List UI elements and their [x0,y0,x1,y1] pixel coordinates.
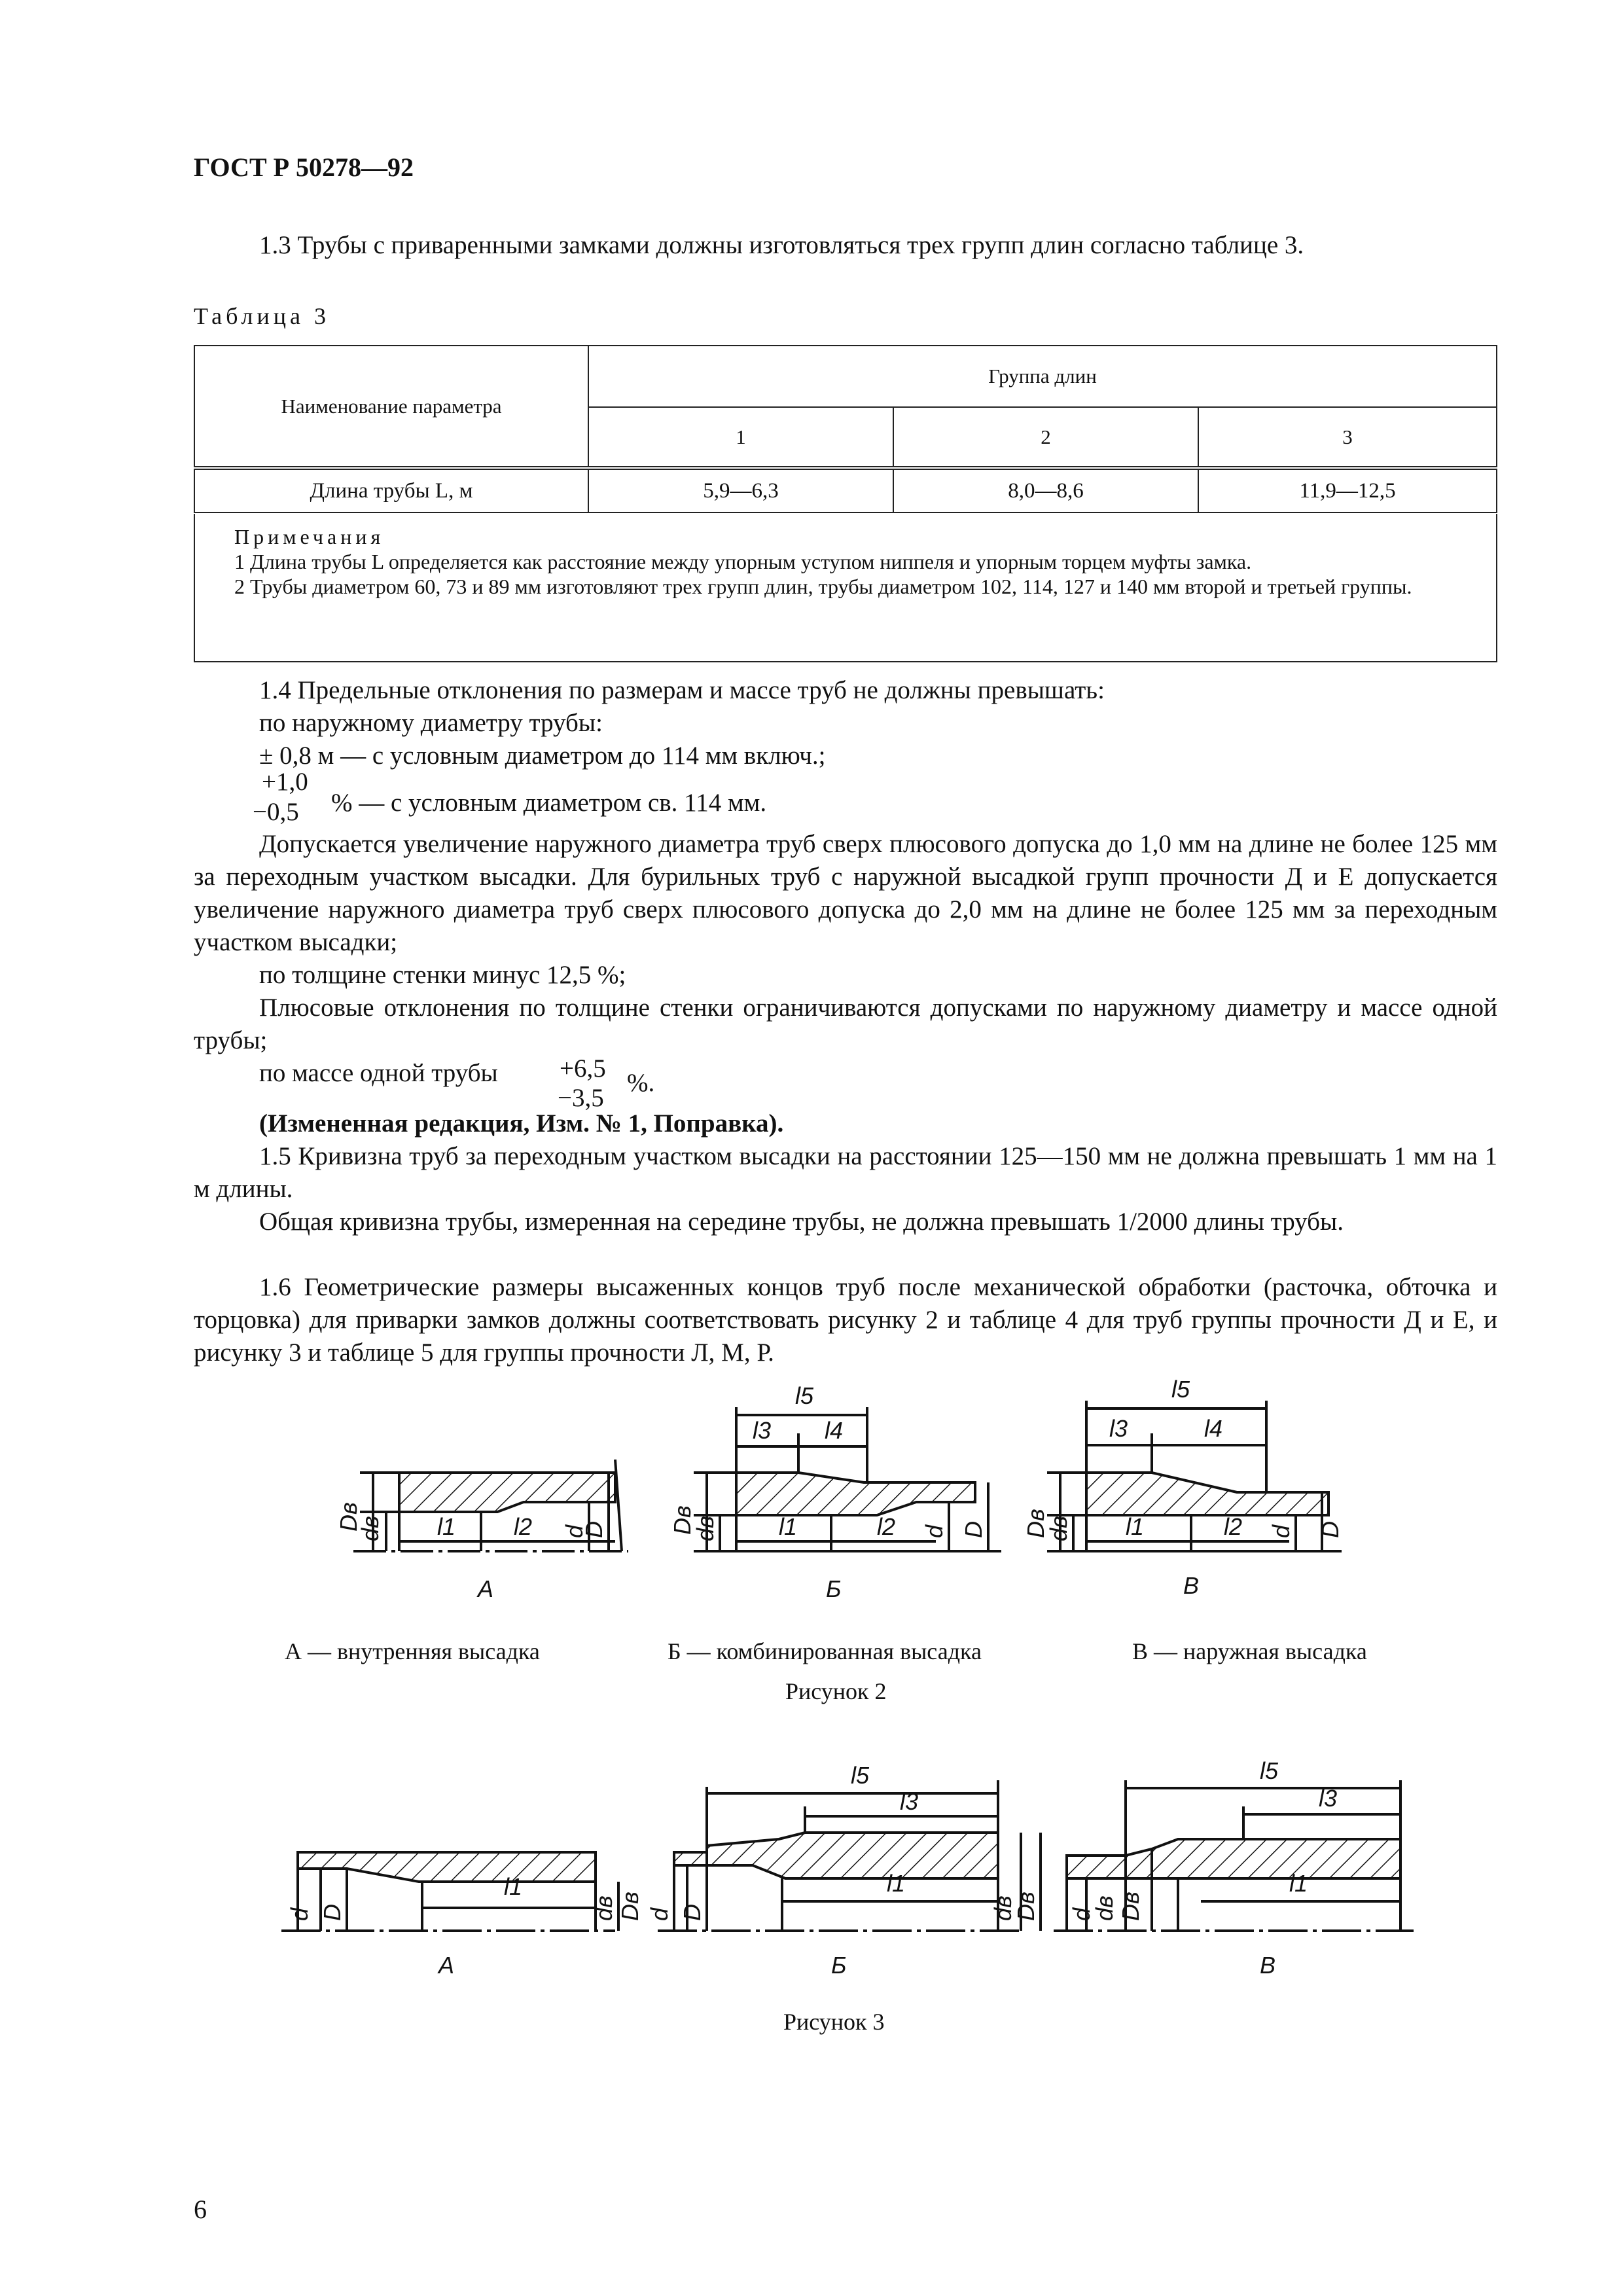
fig2-legend-b: Б — комбинированная высадка [668,1638,982,1664]
dim-l3: l3 [753,1417,772,1444]
p14-line5: по толщине стенки минус 12,5 %; [259,961,626,989]
p14-line4: % — с условным диаметром св. 114 мм. [331,789,767,817]
dim-Dv: Dв [335,1502,362,1532]
dim-dv: dв [1091,1895,1118,1921]
table-cell: 11,9—12,5 [1198,468,1497,512]
dim-l3: l3 [1109,1415,1128,1442]
dim-l2: l2 [1224,1513,1243,1540]
paragraph-1-5-b: Общая кривизна трубы, измеренная на середине трубы, не должна превышать 1/2000 длины трубы. [259,1208,1344,1236]
p14-line6: по массе одной трубы [259,1059,498,1087]
dim-dv: dв [590,1895,617,1921]
figure-3-caption: Рисунок 3 [783,2009,885,2035]
dim-l3: l3 [1319,1785,1338,1812]
table-3 [194,345,1497,513]
table-cell: 8,0—8,6 [893,468,1198,512]
dim-dv: dв [990,1895,1016,1921]
dim-Dv: Dв [616,1892,643,1921]
mass-percent: %. [627,1069,655,1097]
dim-Dv: Dв [1117,1892,1144,1921]
dim-l2: l2 [514,1513,533,1540]
table-caption: Таблица 3 [194,303,330,329]
dim-d: d [646,1907,673,1921]
dim-D: D [1317,1521,1344,1538]
dim-D: D [319,1904,346,1921]
p14-line1: 1.4 Предельные отклонения по размерам и массе труб не должны превышать: [259,676,1105,704]
paragraph-1-6: 1.6 Геометрические размеры высаженных концов труб после механической обработки (расточка, обточка и торцовка) для приварки замков должны соответствовать рисунку 2 и таблице 4 для труб группы прочности Д и Е, и рисунку 3 и таблице 5 для группы прочности Л, М, Р. [194,1273,1497,1367]
dim-d: d [286,1907,313,1921]
fig3-b-section [658,1780,1041,1931]
dim-l3: l3 [900,1788,919,1815]
paragraph-1-3: 1.3 Трубы с приваренными замками должны изготовляться трех групп длин согласно таблице 3. [259,231,1304,259]
fig3-letter-c: В [1260,1952,1276,1979]
table-group-1: 1 [588,407,893,468]
figure-2-drawing [0,1374,1623,1649]
tolerance-minus: −0,5 [253,798,299,826]
mass-minus: −3,5 [558,1084,604,1112]
fig3-letter-a: А [438,1952,455,1979]
dim-l1: l1 [437,1513,456,1540]
dim-l5: l5 [795,1382,814,1409]
fig2-legend-a: А — внутренняя высадка [285,1638,540,1664]
tolerance-plus: +1,0 [262,768,308,796]
dim-D: D [580,1521,607,1538]
dim-Dv: Dв [1012,1892,1039,1921]
table-row-label: Длина трубы L, м [194,468,588,512]
fig2-legend-c: В — наружная высадка [1132,1638,1367,1664]
figure-2-caption: Рисунок 2 [785,1678,887,1704]
amendment-note: (Измененная редакция, Изм. № 1, Поправка). [259,1109,784,1138]
dim-l5: l5 [851,1762,870,1789]
p14-line3: ± 0,8 м — с условным диаметром до 114 мм включ.; [259,742,826,770]
fig2-c-section [1047,1401,1342,1551]
table-header-param: Наименование параметра [194,346,588,468]
fig2-b-section [694,1407,1001,1551]
fig3-letter-b: Б [831,1952,847,1979]
note-1: 1 Длина трубы L определяется как расстояние между упорным уступом ниппеля и упорным торцем муфты замка. [234,550,1252,573]
dim-dv: dв [692,1516,719,1541]
dim-D: D [960,1521,987,1538]
dim-d: d [1068,1907,1095,1921]
dim-d: d [921,1524,948,1538]
table-header-group: Группа длин [588,346,1497,407]
figure-3-drawing [0,1741,1623,2016]
mass-plus: +6,5 [560,1054,606,1083]
dim-l1: l1 [887,1870,906,1897]
dim-Dv: Dв [1022,1509,1049,1538]
paragraph-1-5: 1.5 Кривизна труб за переходным участком высадки на расстоянии 125—150 мм не должна превышать 1 мм на 1 м длины. [194,1142,1497,1203]
fig2-letter-a: А [478,1575,494,1602]
dim-l4: l4 [825,1417,844,1444]
fig2-letter-c: В [1183,1572,1200,1599]
p14-paragraph2: Допускается увеличение наружного диаметра труб сверх плюсового допуска до 1,0 мм на длине не более 125 мм за переходным участком высадки. Для бурильных труб с наружной высадкой групп прочности Д и Е допускается увеличение наружного диаметра труб сверх плюсового допуска до 2,0 мм на длине не более 125 мм за переходным участком высадки; [194,830,1497,956]
page-number: 6 [194,2195,207,2224]
table-cell: 5,9—6,3 [588,468,893,512]
dim-l5: l5 [1260,1757,1279,1784]
note-2: 2 Трубы диаметром 60, 73 и 89 мм изготовляют трех групп длин, трубы диаметром 102, 114, 127 и 140 мм второй и третьей группы. [234,575,1412,598]
p14-line2: по наружному диаметру трубы: [259,709,603,737]
dim-d: d [561,1524,588,1538]
dim-dv: dв [1045,1516,1072,1541]
dim-l5: l5 [1171,1376,1190,1403]
dim-Dv: Dв [669,1505,696,1535]
dim-dv: dв [357,1516,383,1541]
dim-l1: l1 [1289,1870,1308,1897]
table-notes [194,514,1497,662]
table-group-2: 2 [893,407,1198,468]
notes-title: Примечания [234,525,385,548]
dim-l1: l1 [1126,1513,1145,1540]
dim-D: D [679,1904,705,1921]
dim-l1: l1 [779,1513,798,1540]
fig2-letter-b: Б [826,1575,842,1602]
dim-l4: l4 [1204,1415,1223,1442]
standard-header: ГОСТ Р 50278—92 [194,152,414,182]
table-group-3: 3 [1198,407,1497,468]
p14-paragraph3: Плюсовые отклонения по толщине стенки ограничиваются допусками по наружному диаметру и массе одной трубы; [194,994,1497,1054]
dim-d: d [1268,1524,1294,1538]
dim-l1: l1 [504,1873,523,1900]
dim-l2: l2 [877,1513,896,1540]
